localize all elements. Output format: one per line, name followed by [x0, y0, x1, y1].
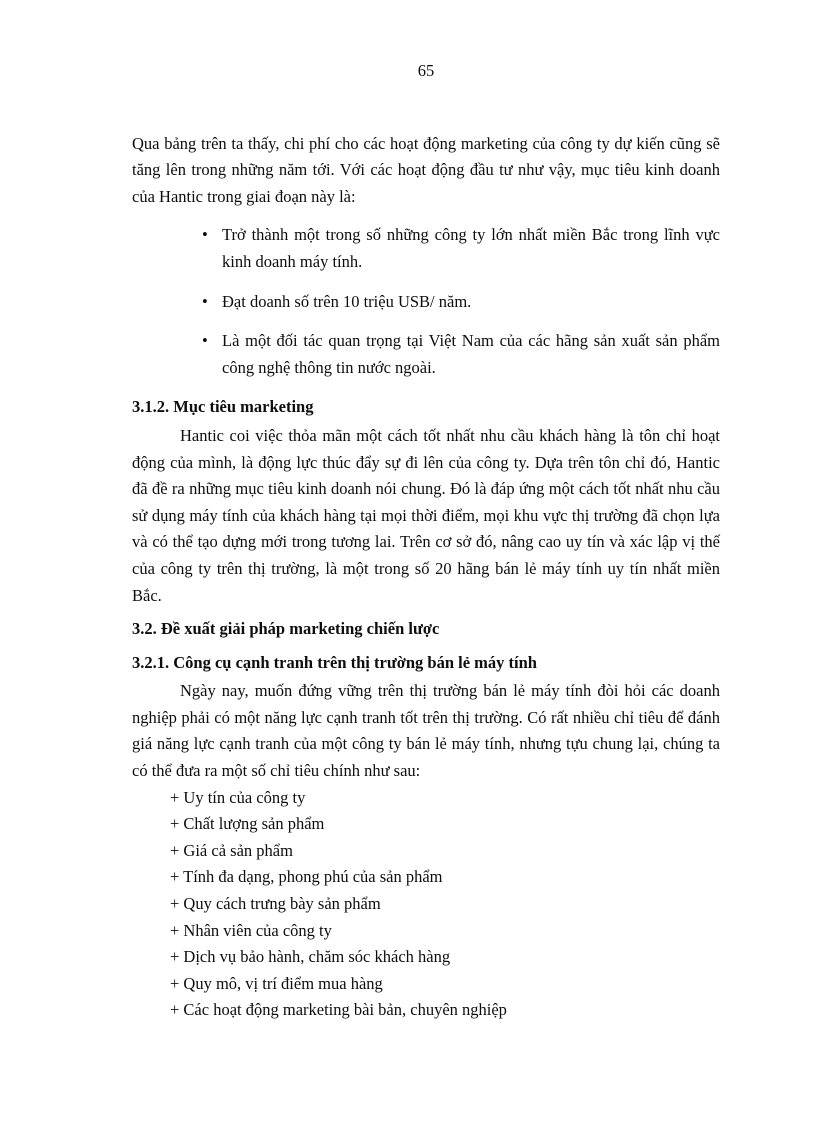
criteria-item: + Các hoạt động marketing bài bản, chuyên nghiệp — [170, 1000, 507, 1020]
criteria-item: + Nhân viên của công ty — [170, 920, 332, 940]
criteria-item: + Quy mô, vị trí điểm mua hàng — [170, 973, 383, 993]
criteria-item: + Uy tín của công ty — [170, 787, 306, 807]
competition-paragraph: Ngày nay, muốn đứng vững trên thị trường bán lẻ máy tính đòi hỏi các doanh nghiệp phải có một năng lực cạnh tranh tốt trên thị trường. Có rất nhiều chỉ tiêu để đánh giá năng lực cạnh tranh của một công ty bán lẻ máy tính, nhưng tựu chung lại, chúng ta có thể đưa ra một số chỉ tiêu chính như sau: — [132, 681, 720, 781]
bullet-item — [132, 289, 720, 316]
business-goals-bullet-list — [132, 222, 720, 381]
criteria-item: + Giá cả sản phẩm — [170, 840, 293, 860]
bullet-dot-icon: • — [202, 225, 208, 245]
intro-paragraph: Qua bảng trên ta thấy, chi phí cho các hoạt động marketing của công ty dự kiến cũng sẽ tăng lên trong những năm tới. Với các hoạt động đầu tư như vậy, mục tiêu kinh doanh của Hantic trong giai đoạn này là: — [132, 133, 720, 206]
bullet-item-text: Đạt doanh số trên 10 triệu USB/ năm. — [222, 291, 472, 311]
bullet-dot-icon: • — [202, 331, 208, 351]
bullet-item — [132, 222, 720, 275]
criteria-item: + Dịch vụ bảo hành, chăm sóc khách hàng — [170, 947, 451, 967]
bullet-item-text: Trở thành một trong số những công ty lớn nhất miền Bắc trong lĩnh vực kinh doanh máy tính. — [222, 225, 720, 271]
marketing-objective-paragraph: Hantic coi việc thỏa mãn một cách tốt nhất nhu cầu khách hàng là tôn chỉ hoạt động của mình, là động lực thúc đẩy sự đi lên của công ty. Dựa trên tôn chỉ đó, Hantic đã đề ra những mục tiêu kinh doanh nói chung. Đó là đáp ứng một cách tốt nhất nhu cầu sử dụng máy tính của khách hàng tại mọi thời điểm, mọi khu vực thị trường đã chọn lựa và có thể tạo dựng mới trong tương lai. Trên cơ sở đó, nâng cao uy tín và xác lập vị thế của công ty trên thị trường, là một trong số 20 hãng bán lẻ máy tính uy tín nhất miền Bắc. — [132, 425, 720, 605]
competition-criteria-list — [132, 785, 720, 1024]
section-heading-3-2: 3.2. Đề xuất giải pháp marketing chiến lược — [132, 619, 440, 639]
section-heading-3-2-1: 3.2.1. Công cụ cạnh tranh trên thị trường bán lẻ máy tính — [132, 652, 537, 672]
section-heading-3-1-2: 3.1.2. Mục tiêu marketing — [132, 397, 314, 417]
bullet-dot-icon: • — [202, 291, 208, 311]
bullet-item — [132, 328, 720, 381]
criteria-item: + Chất lượng sản phẩm — [170, 814, 325, 834]
criteria-item: + Tính đa dạng, phong phú của sản phẩm — [170, 867, 443, 887]
bullet-item-text: Là một đối tác quan trọng tại Việt Nam của các hãng sản xuất sản phẩm công nghệ thông tin nước ngoài. — [222, 331, 720, 377]
criteria-item: + Quy cách trưng bày sản phẩm — [170, 894, 381, 914]
page-number: 65 — [417, 61, 435, 80]
